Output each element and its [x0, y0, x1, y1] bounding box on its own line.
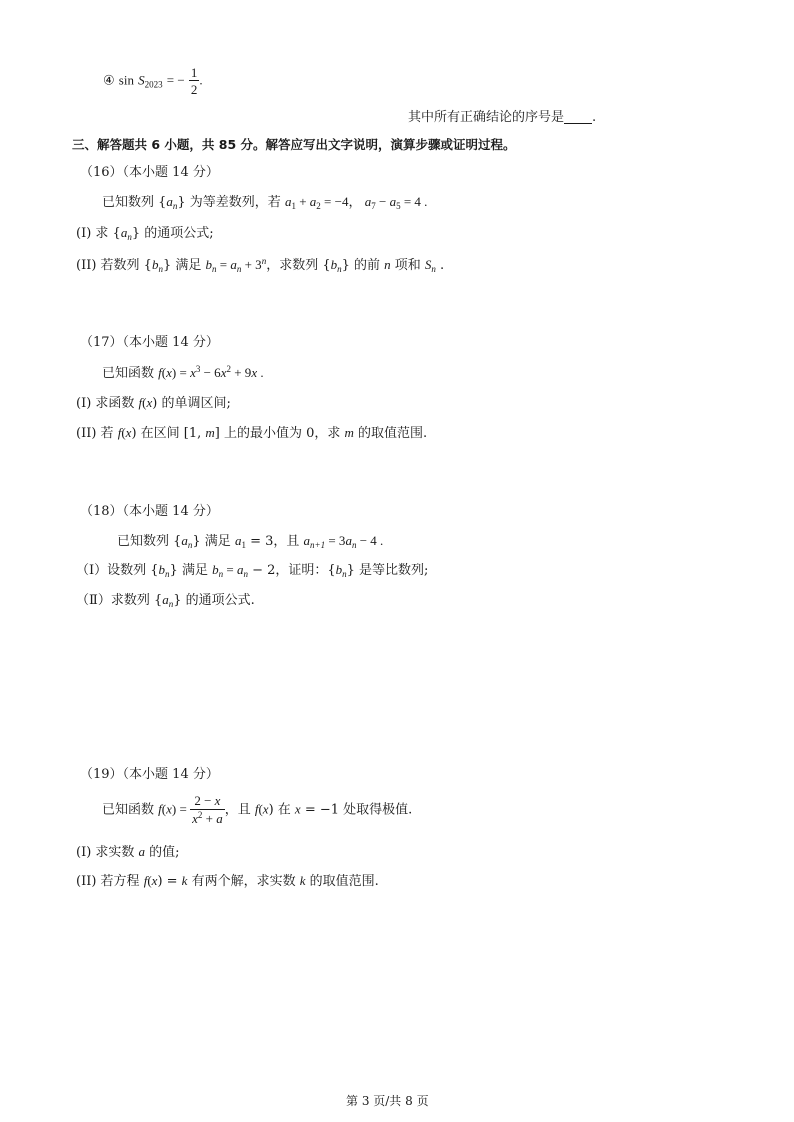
q19-stem: 已知函数 f(x) = $\frac{2 - x}{x^2 + a}$ ，且 f(x) 在 x = −1 处取得极值. [102, 793, 413, 826]
fraction: $\frac{2 - x}{x^2 + a}$ [192, 793, 223, 826]
prev-item-4: ④ $\sin S_{2023}$ = − $\frac{1}{2}$ . [103, 65, 203, 97]
q16-stem: 已知数列 $\{a_n\}$ 为等差数列，若 $a_1 + a_2 = -4$， $a_7 - a_5 = 4$ . [102, 194, 428, 211]
section-heading: 三、解答题共 6 小题，共 85 分。解答应写出文字说明，演算步骤或证明过程。 [72, 137, 516, 152]
answer-line: 其中所有正确结论的序号是 . [408, 110, 597, 125]
q17-number: （17）（本小题 14 分） [80, 335, 219, 350]
q17-part2: (II) 若 f(x) 在区间 [1, m] 上的最小值为 0，求 m 的取值范围. [76, 425, 428, 441]
q18-part2: （Ⅱ）求数列 $\{a_n\}$ 的通项公式. [76, 592, 255, 609]
q19-part1: (I) 求实数 a 的值; [76, 844, 180, 860]
q17-stem: 已知函数 $f(x) = x^3 - 6x^2 + 9x$ . [102, 364, 264, 381]
q16-part1: (I) 求 $\{a_n\}$ 的通项公式; [76, 225, 214, 242]
page-footer: 第 3 页/共 8 页 [346, 1094, 429, 1108]
q18-stem: 已知数列 $\{a_n\}$ 满足 $a_1 = 3$，且 $a_{n+1} = 3a_n - 4$ . [117, 533, 384, 550]
q19-part2: (II) 若方程 f(x) = k 有两个解，求实数 k 的取值范围. [76, 873, 379, 889]
circled-number: ④ [103, 73, 115, 89]
q17-part1: (I) 求函数 f(x) 的单调区间; [76, 395, 231, 411]
fraction: $\frac{1}{2}$ [190, 65, 198, 97]
answer-blank[interactable] [564, 112, 592, 124]
q18-number: （18）（本小题 14 分） [80, 504, 219, 519]
q18-part1: （Ⅰ）设数列 $\{b_n\}$ 满足 $b_n = a_n - 2$，证明：$\{b_n\}$ 是等比数列; [76, 562, 429, 579]
q16-part2: (II) 若数列 $\{b_n\}$ 满足 $b_n = a_n + 3^n$，求数列 $\{b_n\}$ 的前 n 项和 $S_n$ . [76, 256, 445, 274]
q19-number: （19）（本小题 14 分） [80, 767, 219, 782]
q16-number: （16）（本小题 14 分） [80, 165, 219, 180]
